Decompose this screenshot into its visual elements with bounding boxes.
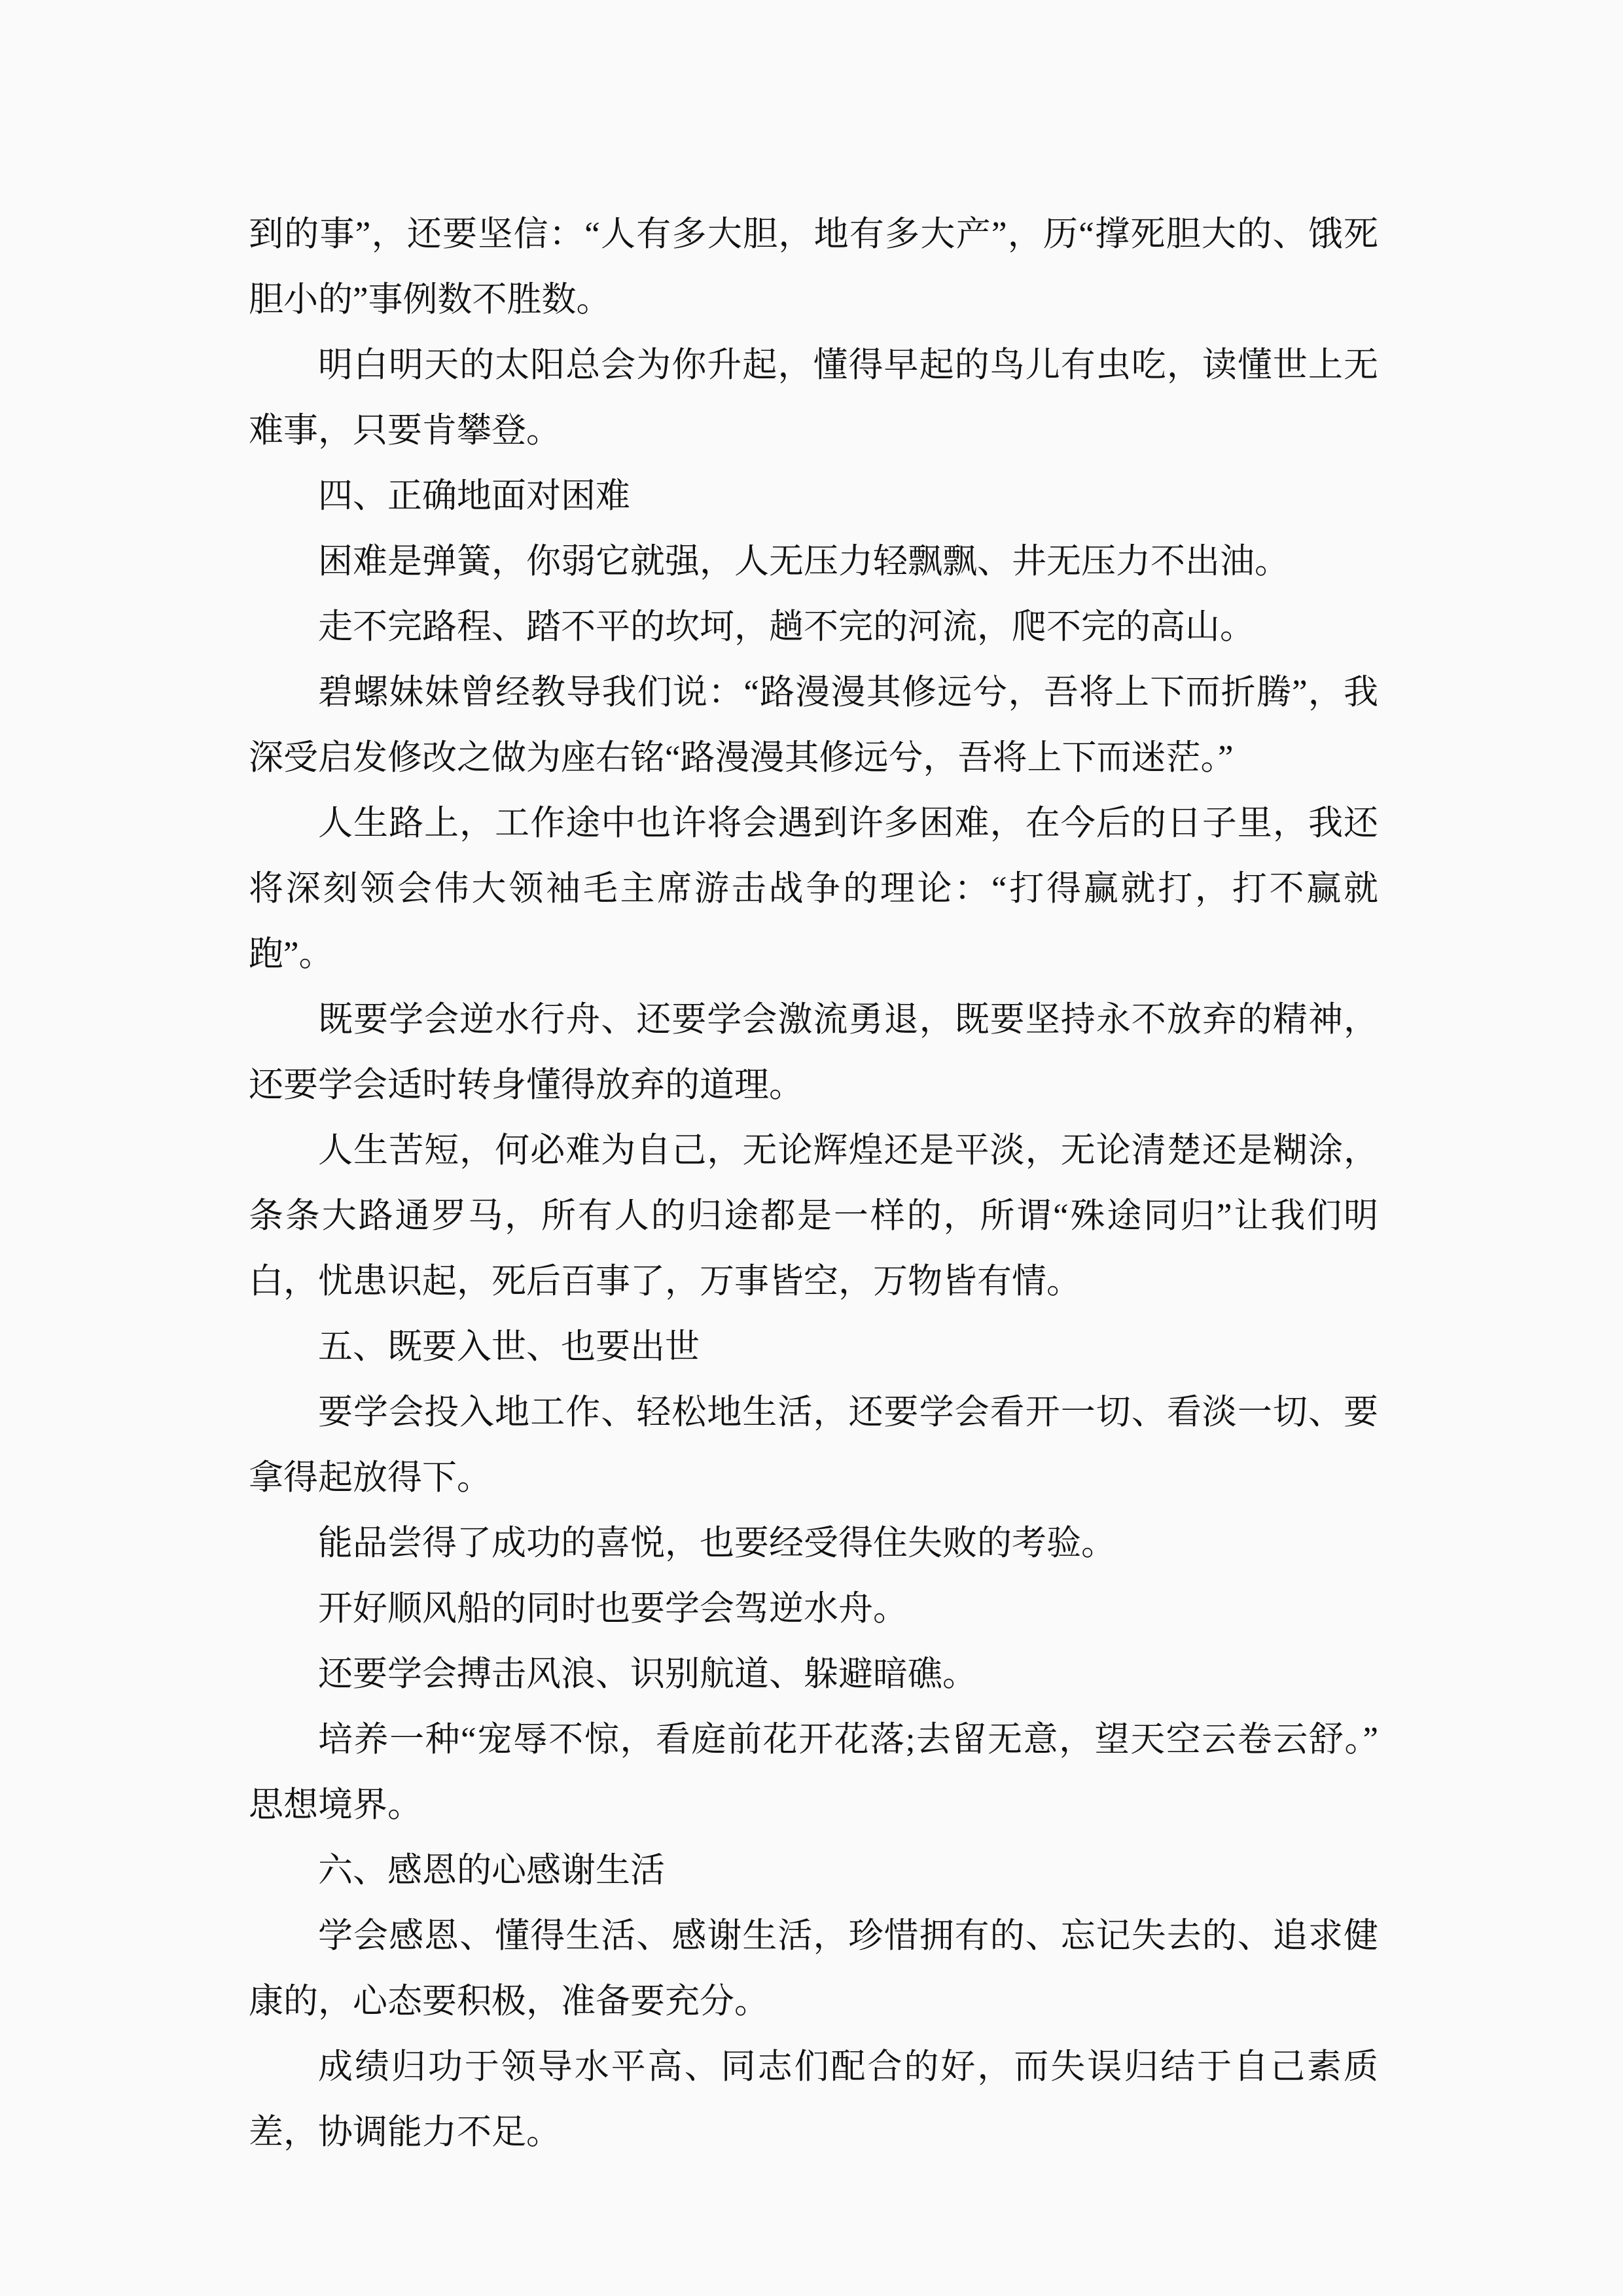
paragraph: 学会感恩、懂得生活、感谢生活，珍惜拥有的、忘记失去的、追求健康的，心态要积极，准备要充分。 — [249, 1917, 1378, 2020]
paragraph: 困难是弹簧，你弱它就强，人无压力轻飘飘、井无压力不出油。 — [318, 543, 1289, 581]
paragraph: 碧螺妹妹曾经教导我们说：“路漫漫其修远兮，吾将上下而折腾”，我深受启发修改之做为座右铭“路漫漫其修远兮，吾将上下而迷茫。” — [249, 673, 1378, 777]
paragraph: 走不完路程、踏不平的坎坷，趟不完的河流，爬不完的高山。 — [318, 608, 1255, 646]
paragraph: 还要学会搏击风浪、识别航道、躲避暗礁。 — [318, 1655, 977, 1693]
paragraph: 能品尝得了成功的喜悦，也要经受得住失败的考验。 — [318, 1524, 1116, 1562]
paragraph: 开好顺风船的同时也要学会驾逆水舟。 — [318, 1590, 908, 1628]
paragraph-continuation: 到的事”，还要坚信：“人有多大胆，地有多大产”，历“撑死胆大的、饿死胆小的”事例数不胜数。 — [249, 215, 1378, 319]
section-heading-4: 四、正确地面对困难 — [318, 477, 630, 515]
paragraph: 培养一种“宠辱不惊，看庭前花开花落;去留无意，望天空云卷云舒。”思想境界。 — [249, 1721, 1378, 1824]
paragraph: 人生路上，工作途中也许将会遇到许多困难，在今后的日子里，我还将深刻领会伟大领袖毛主席游击战争的理论：“打得赢就打，打不赢就跑”。 — [249, 804, 1378, 973]
paragraph: 明白明天的太阳总会为你升起，懂得早起的鸟儿有虫吃，读懂世上无难事，只要肯攀登。 — [249, 346, 1378, 450]
section-heading-6: 六、感恩的心感谢生活 — [318, 1852, 665, 1890]
paragraph: 人生苦短，何必难为自己，无论辉煌还是平淡，无论清楚还是糊涂，条条大路通罗马，所有人的归途都是一样的，所谓“殊途同归”让我们明白，忧患识起，死后百事了，万事皆空，万物皆有情。 — [249, 1132, 1379, 1300]
document-text — [249, 202, 1378, 2165]
section-heading-5: 五、既要入世、也要出世 — [318, 1328, 700, 1366]
paragraph: 成绩归功于领导水平高、同志们配合的好，而失误归结于自己素质差，协调能力不足。 — [249, 2048, 1378, 2151]
paragraph: 要学会投入地工作、轻松地生活，还要学会看开一切、看淡一切、要拿得起放得下。 — [249, 1393, 1378, 1497]
paragraph: 既要学会逆水行舟、还要学会激流勇退，既要坚持永不放弃的精神，还要学会适时转身懂得放弃的道理。 — [249, 1001, 1378, 1104]
